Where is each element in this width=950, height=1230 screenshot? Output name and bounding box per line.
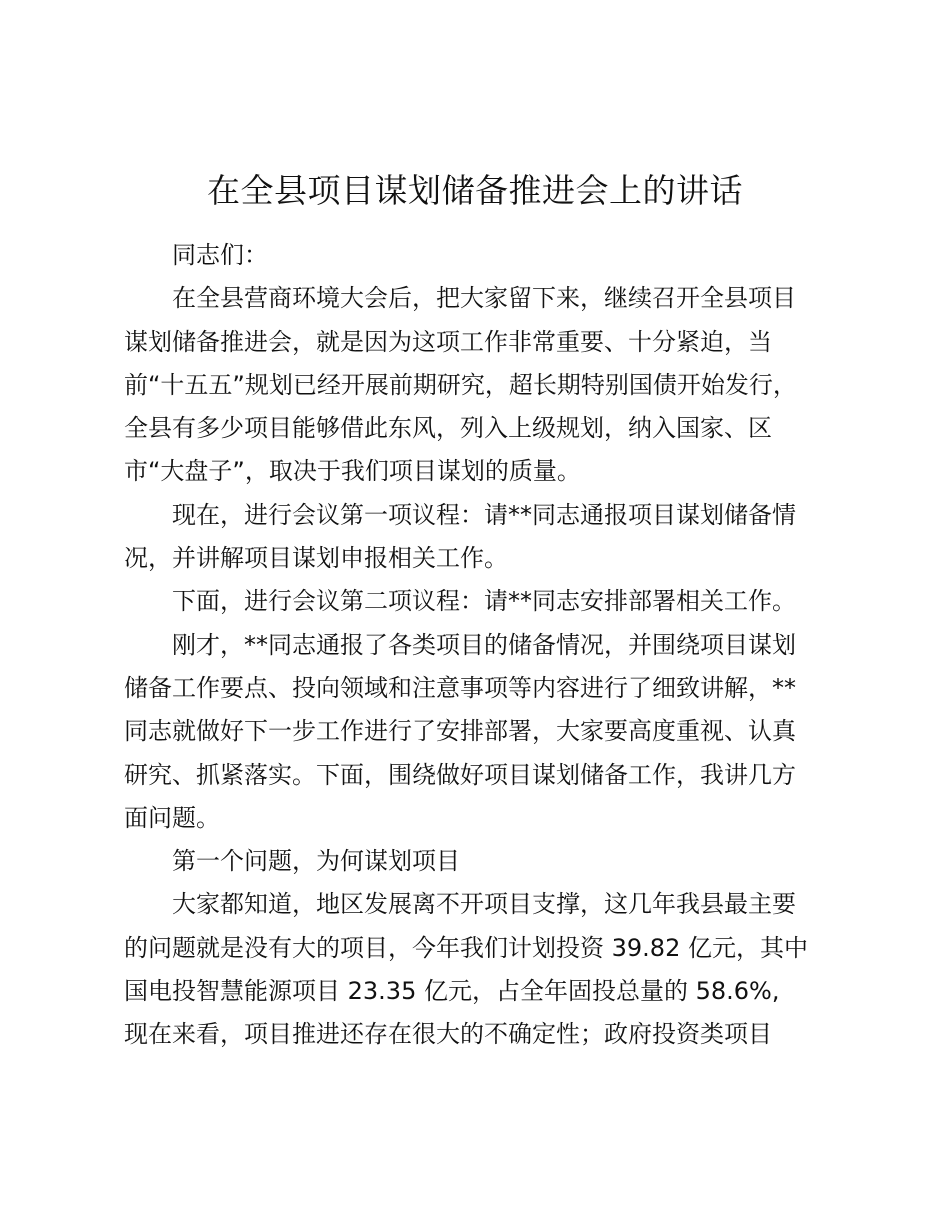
paragraph-line: 的问题就是没有大的项目，今年我们计划投资 39.82 亿元，其中 [124,933,808,962]
paragraph-line: 国电投智慧能源项目 23.35 亿元，占全年固投总量的 58.6%, [124,977,780,1006]
document-body [124,234,844,1057]
paragraph-line: 全县有多少项目能够借此东风，列入上级规划，纳入国家、区 [124,414,772,443]
paragraph-line: 研究、抓紧落实。下面，围绕做好项目谋划储备工作，我讲几方 [124,760,796,789]
paragraph-line: 同志们： [172,241,268,269]
paragraph-line: 在全县营商环境大会后，把大家留下来，继续召开全县项目 [172,284,796,313]
paragraph-line: 现在，进行会议第一项议程：请**同志通报项目谋划储备情 [172,500,796,529]
paragraph-line: 况，并讲解项目谋划申报相关工作。 [124,544,508,573]
paragraph-line: 大家都知道，地区发展离不开项目支撑，这几年我县最主要 [172,890,796,919]
paragraph-line: 刚才，**同志通报了各类项目的储备情况，并围绕项目谋划 [172,630,796,659]
section-heading: 第一个问题，为何谋划项目 [172,847,460,876]
paragraph-line: 市“大盘子”，取决于我们项目谋划的质量。 [124,457,581,486]
paragraph-line: 前“十五五”规划已经开展前期研究，超长期特别国债开始发行， [124,370,797,399]
paragraph-line: 同志就做好下一步工作进行了安排部署，大家要高度重视、认真 [124,717,796,746]
paragraph-line: 谋划储备推进会，就是因为这项工作非常重要、十分紧迫，当 [124,327,772,356]
paragraph-line: 储备工作要点、投向领域和注意事项等内容进行了细致讲解，** [124,673,796,702]
paragraph-line: 下面，进行会议第二项议程：请**同志安排部署相关工作。 [172,587,796,616]
paragraph-line: 现在来看，项目推进还存在很大的不确定性；政府投资类项目 [124,1020,772,1049]
document-title: 在全县项目谋划储备推进会上的讲话 [207,171,743,210]
paragraph-line: 面问题。 [124,803,220,832]
